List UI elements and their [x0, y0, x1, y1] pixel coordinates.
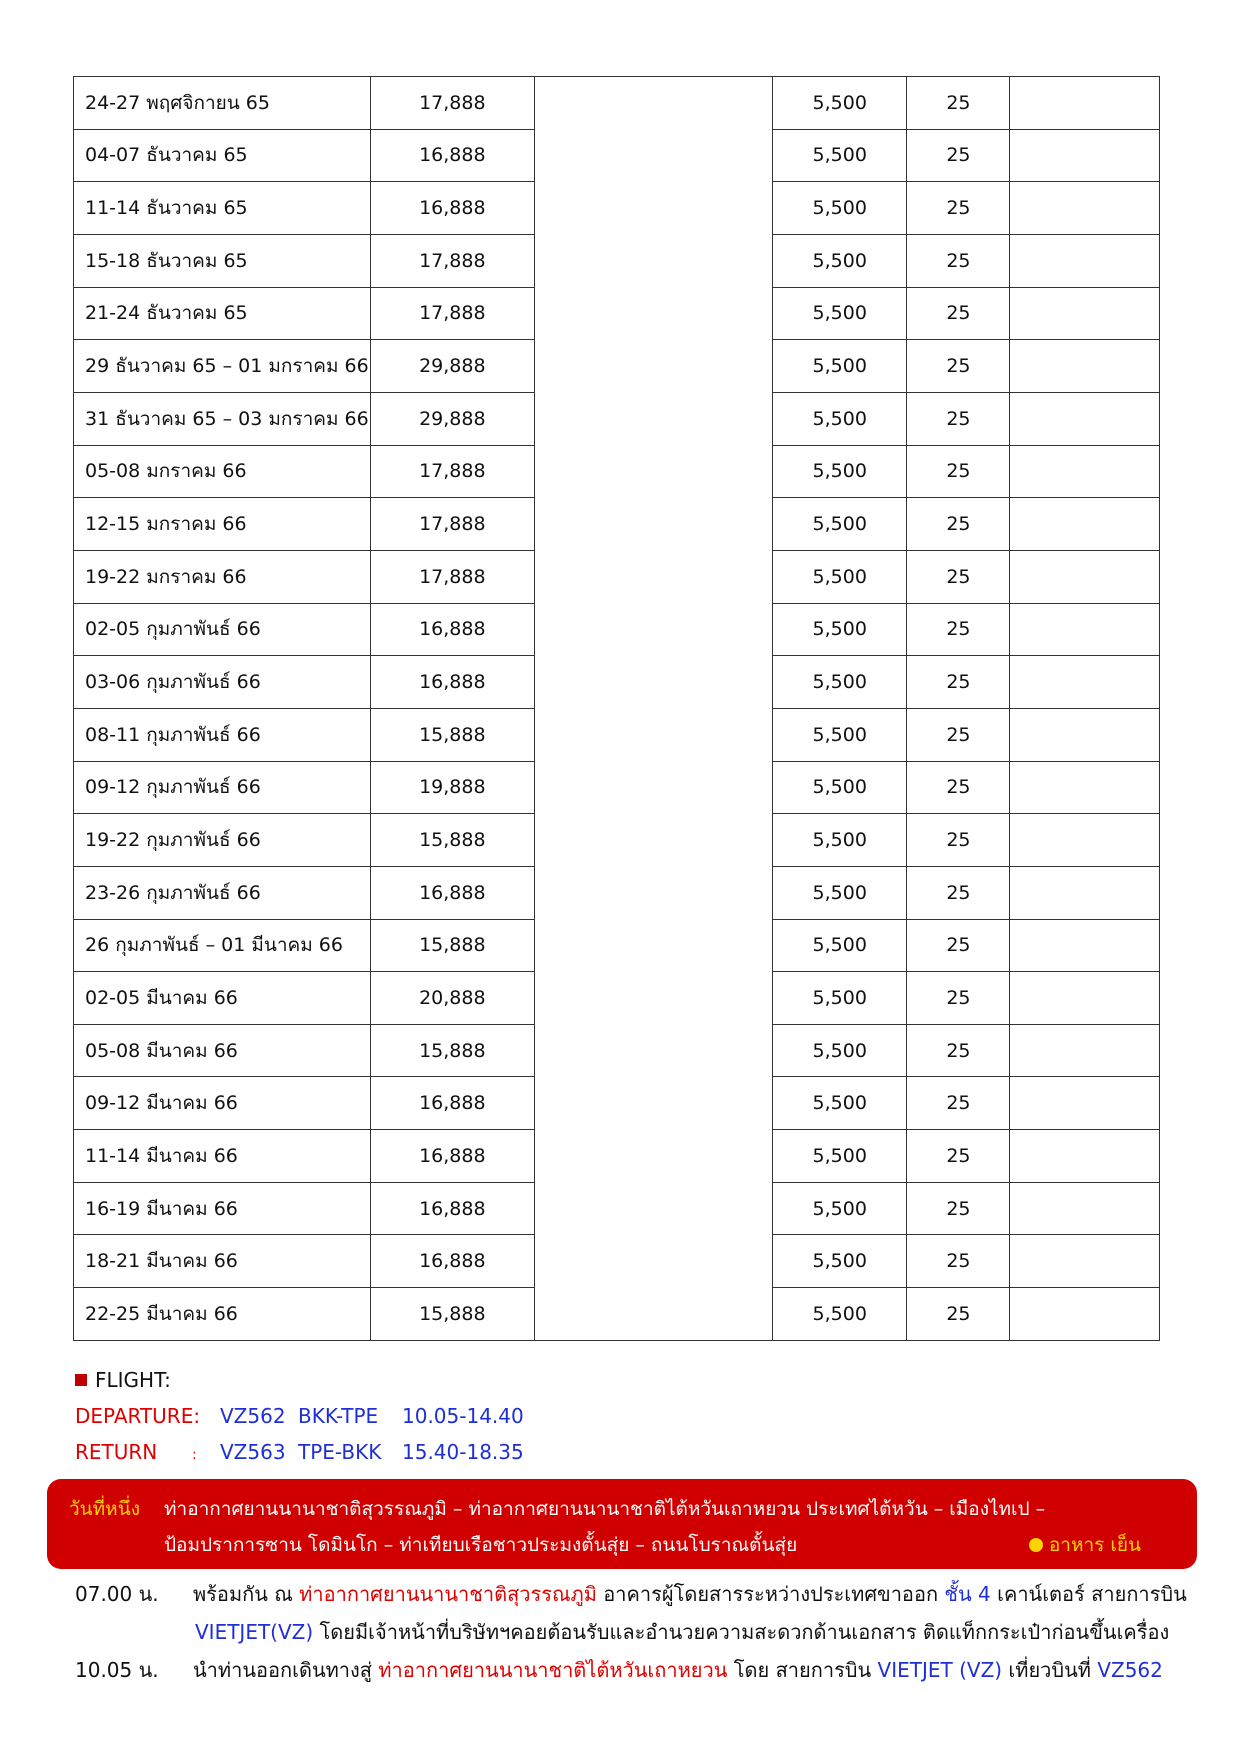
date-cell: 15-18 ธันวาคม 65 — [74, 234, 371, 287]
blank-cell — [1010, 234, 1160, 287]
blank-cell — [1010, 498, 1160, 551]
price-table — [73, 76, 1160, 1341]
price-cell: 16,888 — [371, 656, 535, 709]
price-cell: 15,888 — [371, 919, 535, 972]
blank-cell — [1010, 761, 1160, 814]
date-cell: 22-25 มีนาคม 66 — [74, 1288, 371, 1341]
itinerary-time: 10.05 น. — [75, 1658, 159, 1682]
blank-cell — [1010, 1235, 1160, 1288]
desc-text: อาคารผู้โดยสารระหว่างประเทศขาออก — [596, 1582, 945, 1606]
single-supplement-cell: 5,500 — [773, 129, 907, 182]
departure-time: 10.05-14.40 — [402, 1404, 524, 1428]
departure-route: BKK-TPE — [298, 1404, 379, 1428]
return-code: VZ563 — [220, 1440, 286, 1464]
desc-highlight: ท่าอากาศยานนานาชาติไต้หวันเถาหยวน — [378, 1658, 728, 1682]
flight-heading: FLIGHT: — [95, 1368, 171, 1392]
single-supplement-cell: 5,500 — [773, 182, 907, 235]
price-cell: 16,888 — [371, 129, 535, 182]
itinerary-desc — [193, 1575, 1187, 1613]
blank-cell — [1010, 287, 1160, 340]
single-supplement-cell: 5,500 — [773, 1235, 907, 1288]
date-cell: 11-14 มีนาคม 66 — [74, 1130, 371, 1183]
meal-icon — [1029, 1538, 1043, 1552]
single-supplement-cell: 5,500 — [773, 392, 907, 445]
single-supplement-cell: 5,500 — [773, 1024, 907, 1077]
single-supplement-cell: 5,500 — [773, 1288, 907, 1341]
single-supplement-cell: 5,500 — [773, 919, 907, 972]
blank-cell — [1010, 919, 1160, 972]
blank-cell — [1010, 550, 1160, 603]
date-cell: 29 ธันวาคม 65 – 01 มกราคม 66 — [74, 340, 371, 393]
blank-cell — [1010, 340, 1160, 393]
price-cell: 17,888 — [371, 498, 535, 551]
seats-cell: 25 — [907, 550, 1010, 603]
seats-cell: 25 — [907, 708, 1010, 761]
return-time: 15.40-18.35 — [402, 1440, 524, 1464]
seats-cell: 25 — [907, 603, 1010, 656]
seats-cell: 25 — [907, 129, 1010, 182]
single-supplement-cell: 5,500 — [773, 445, 907, 498]
itinerary-item — [75, 1575, 1185, 1613]
price-cell: 17,888 — [371, 234, 535, 287]
price-cell: 29,888 — [371, 340, 535, 393]
desc-text: โดยมีเจ้าหน้าที่บริษัทฯคอยต้อนรับและอำนวยความสะดวกด้านเอกสาร ติดแท็กกระเป๋าก่อนขึ้นเครื่อง — [313, 1620, 1170, 1644]
blank-cell — [1010, 1130, 1160, 1183]
blank-cell — [1010, 445, 1160, 498]
blank-cell — [1010, 866, 1160, 919]
single-supplement-cell: 5,500 — [773, 656, 907, 709]
date-cell: 04-07 ธันวาคม 65 — [74, 129, 371, 182]
single-supplement-cell: 5,500 — [773, 77, 907, 130]
date-cell: 03-06 กุมภาพันธ์ 66 — [74, 656, 371, 709]
date-cell: 18-21 มีนาคม 66 — [74, 1235, 371, 1288]
date-cell: 24-27 พฤศจิกายน 65 — [74, 77, 371, 130]
blank-cell — [1010, 1288, 1160, 1341]
itinerary-item — [75, 1651, 1185, 1689]
departure-flight — [75, 1398, 524, 1434]
seats-cell: 25 — [907, 1077, 1010, 1130]
blank-cell — [1010, 603, 1160, 656]
single-supplement-cell: 5,500 — [773, 498, 907, 551]
seats-cell: 25 — [907, 1182, 1010, 1235]
desc-text: นำท่านออกเดินทางสู่ — [193, 1658, 379, 1682]
date-cell: 31 ธันวาคม 65 – 03 มกราคม 66 — [74, 392, 371, 445]
price-cell: 19,888 — [371, 761, 535, 814]
return-label: RETURN — [75, 1440, 158, 1464]
desc-text: เคาน์เตอร์ สายการบิน — [990, 1582, 1187, 1606]
price-cell: 16,888 — [371, 182, 535, 235]
price-cell: 15,888 — [371, 1024, 535, 1077]
blank-cell — [1010, 182, 1160, 235]
blank-merged-cell — [534, 77, 772, 1341]
return-sep: : — [192, 1447, 197, 1463]
price-cell: 17,888 — [371, 550, 535, 603]
price-cell: 29,888 — [371, 392, 535, 445]
seats-cell: 25 — [907, 340, 1010, 393]
seats-cell: 25 — [907, 445, 1010, 498]
itinerary-desc — [195, 1613, 1169, 1651]
day1-route-line2: ป้อมปราการซาน โดมินโก – ท่าเทียบเรือชาวประมงตั้นสุ่ย – ถนนโบราณตั้นสุ่ย — [164, 1534, 798, 1556]
itinerary-time: 07.00 น. — [75, 1582, 159, 1606]
price-cell: 16,888 — [371, 866, 535, 919]
seats-cell: 25 — [907, 1235, 1010, 1288]
date-cell: 11-14 ธันวาคม 65 — [74, 182, 371, 235]
single-supplement-cell: 5,500 — [773, 1130, 907, 1183]
single-supplement-cell: 5,500 — [773, 866, 907, 919]
price-cell: 20,888 — [371, 972, 535, 1025]
date-cell: 08-11 กุมภาพันธ์ 66 — [74, 708, 371, 761]
date-cell: 02-05 มีนาคม 66 — [74, 972, 371, 1025]
date-cell: 16-19 มีนาคม 66 — [74, 1182, 371, 1235]
seats-cell: 25 — [907, 814, 1010, 867]
blank-cell — [1010, 77, 1160, 130]
seats-cell: 25 — [907, 234, 1010, 287]
blank-cell — [1010, 129, 1160, 182]
price-cell: 17,888 — [371, 77, 535, 130]
single-supplement-cell: 5,500 — [773, 234, 907, 287]
single-supplement-cell: 5,500 — [773, 708, 907, 761]
table-row — [74, 77, 1160, 130]
departure-label: DEPARTURE: — [75, 1404, 201, 1428]
seats-cell: 25 — [907, 866, 1010, 919]
single-supplement-cell: 5,500 — [773, 1182, 907, 1235]
date-cell: 19-22 กุมภาพันธ์ 66 — [74, 814, 371, 867]
date-cell: 05-08 มกราคม 66 — [74, 445, 371, 498]
price-cell: 15,888 — [371, 1288, 535, 1341]
desc-highlight: VZ562 — [1097, 1658, 1163, 1682]
date-cell: 26 กุมภาพันธ์ – 01 มีนาคม 66 — [74, 919, 371, 972]
single-supplement-cell: 5,500 — [773, 287, 907, 340]
day1-meal — [1029, 1530, 1141, 1560]
itinerary-item-cont — [75, 1613, 1185, 1651]
single-supplement-cell: 5,500 — [773, 550, 907, 603]
itinerary-desc — [193, 1651, 1163, 1689]
price-cell: 17,888 — [371, 287, 535, 340]
desc-highlight: ท่าอากาศยานนานาชาติสุวรรณภูมิ — [299, 1582, 597, 1606]
desc-text: โดย สายการบิน — [727, 1658, 878, 1682]
seats-cell: 25 — [907, 498, 1010, 551]
price-cell: 15,888 — [371, 708, 535, 761]
seats-cell: 25 — [907, 919, 1010, 972]
blank-cell — [1010, 656, 1160, 709]
seats-cell: 25 — [907, 972, 1010, 1025]
blank-cell — [1010, 392, 1160, 445]
price-cell: 16,888 — [371, 1235, 535, 1288]
flight-info — [75, 1362, 524, 1470]
single-supplement-cell: 5,500 — [773, 1077, 907, 1130]
price-cell: 17,888 — [371, 445, 535, 498]
price-cell: 16,888 — [371, 1130, 535, 1183]
square-bullet-icon — [75, 1374, 87, 1386]
desc-text: เที่ยวบินที่ — [1002, 1658, 1098, 1682]
price-cell: 15,888 — [371, 814, 535, 867]
blank-cell — [1010, 1182, 1160, 1235]
date-cell: 02-05 กุมภาพันธ์ 66 — [74, 603, 371, 656]
single-supplement-cell: 5,500 — [773, 340, 907, 393]
itinerary — [75, 1575, 1185, 1689]
single-supplement-cell: 5,500 — [773, 972, 907, 1025]
single-supplement-cell: 5,500 — [773, 814, 907, 867]
desc-highlight: ชั้น 4 — [944, 1582, 991, 1606]
departure-code: VZ562 — [220, 1404, 286, 1428]
price-cell: 16,888 — [371, 603, 535, 656]
blank-cell — [1010, 1077, 1160, 1130]
desc-text: พร้อมกัน ณ — [193, 1582, 300, 1606]
seats-cell: 25 — [907, 287, 1010, 340]
blank-cell — [1010, 814, 1160, 867]
blank-cell — [1010, 972, 1160, 1025]
date-cell: 23-26 กุมภาพันธ์ 66 — [74, 866, 371, 919]
price-cell: 16,888 — [371, 1182, 535, 1235]
date-cell: 05-08 มีนาคม 66 — [74, 1024, 371, 1077]
seats-cell: 25 — [907, 182, 1010, 235]
day1-meal-text: อาหาร เย็น — [1048, 1534, 1141, 1556]
seats-cell: 25 — [907, 656, 1010, 709]
date-cell: 21-24 ธันวาคม 65 — [74, 287, 371, 340]
return-route: TPE-BKK — [298, 1440, 382, 1464]
desc-highlight: VIETJET (VZ) — [877, 1658, 1003, 1682]
blank-cell — [1010, 708, 1160, 761]
seats-cell: 25 — [907, 392, 1010, 445]
date-cell: 12-15 มกราคม 66 — [74, 498, 371, 551]
desc-highlight: VIETJET(VZ) — [195, 1620, 314, 1644]
return-flight — [75, 1434, 524, 1470]
single-supplement-cell: 5,500 — [773, 603, 907, 656]
price-cell: 16,888 — [371, 1077, 535, 1130]
date-cell: 09-12 กุมภาพันธ์ 66 — [74, 761, 371, 814]
single-supplement-cell: 5,500 — [773, 761, 907, 814]
date-cell: 19-22 มกราคม 66 — [74, 550, 371, 603]
seats-cell: 25 — [907, 1024, 1010, 1077]
seats-cell: 25 — [907, 761, 1010, 814]
day1-label: วันที่หนึ่ง — [69, 1498, 140, 1520]
day1-banner — [47, 1479, 1197, 1569]
seats-cell: 25 — [907, 1130, 1010, 1183]
day1-route-line1: ท่าอากาศยานนานาชาติสุวรรณภูมิ – ท่าอากาศยานนานาชาติไต้หวันเถาหยวน ประเทศไต้หวัน – เมืองไทเป – — [164, 1498, 1046, 1520]
seats-cell: 25 — [907, 77, 1010, 130]
date-cell: 09-12 มีนาคม 66 — [74, 1077, 371, 1130]
seats-cell: 25 — [907, 1288, 1010, 1341]
blank-cell — [1010, 1024, 1160, 1077]
